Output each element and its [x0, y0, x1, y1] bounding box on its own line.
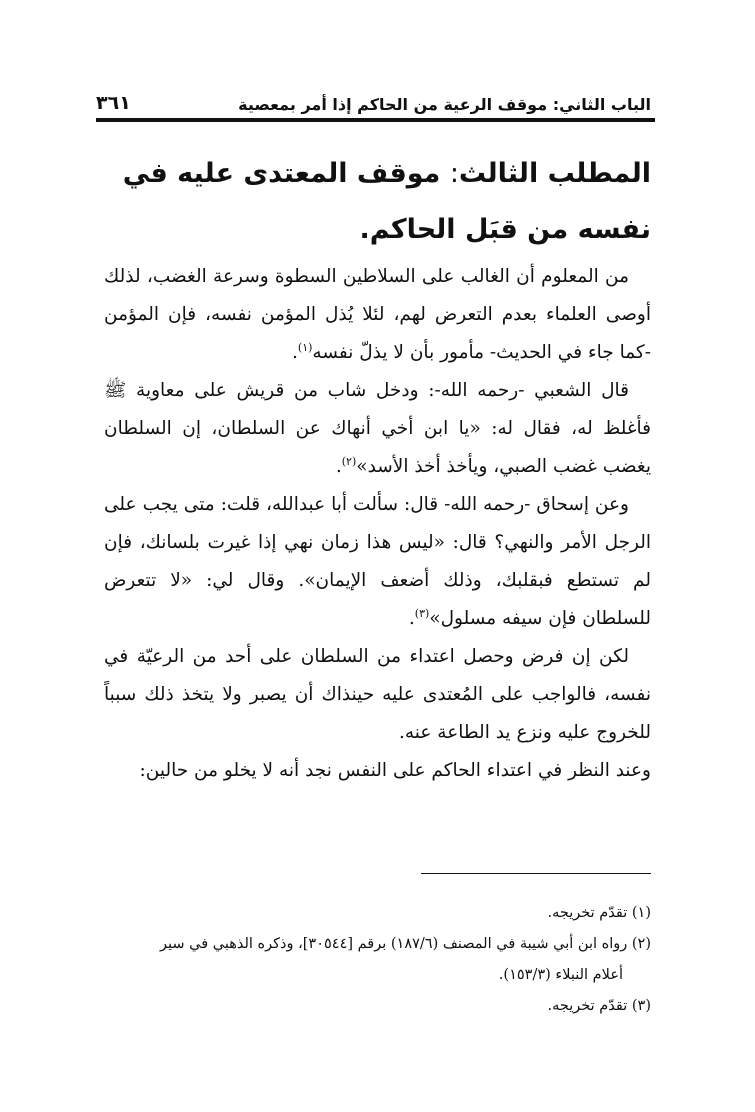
- footnote-rule: [421, 873, 651, 874]
- section-colon: :: [449, 158, 459, 189]
- paragraph-text: وعن إسحاق -رحمه الله- قال: سألت أبا عبدالله، قلت: متى يجب على الرجل الأمر والنهي؟ قال: «ليس هذا زمان نهي إذا غيرت بلسانك، فإن لم تستطع فبقلبك، وذلك أضعف الإيمان». وقال لي: «لا تتعرض للسلطان فإن سيفه مسلول»: [104, 494, 651, 629]
- footnote-1: (١) تقدّم تخريجه.: [547, 905, 651, 921]
- paragraph: [104, 486, 651, 638]
- paragraph-text: وعند النظر في اعتداء الحاكم على النفس نجد أنه لا يخلو من حالين:: [139, 760, 651, 781]
- paragraph-tail: .: [335, 456, 342, 477]
- paragraph: [104, 638, 651, 752]
- paragraph-tail: .: [292, 342, 298, 363]
- paragraph-text: من المعلوم أن الغالب على السلاطين السطوة وسرعة الغضب، لذلك أوصى العلماء بعدم التعرض لهم، لئلا يُذل المؤمن نفسه، فإن المؤمن -كما جاء في الحديث- مأمور بأن لا يذلّ نفسه: [104, 266, 651, 363]
- running-header: [96, 84, 651, 114]
- header-rule: [96, 118, 655, 122]
- paragraph: [104, 752, 651, 790]
- paragraph: [104, 372, 651, 486]
- footnote-2: (٢) رواه ابن أبي شيبة في المصنف (١٨٧/٦) برقم [٣٠٥٤٤]، وذكره الذهبي في سير: [159, 936, 651, 952]
- paragraph: [104, 258, 651, 372]
- footnote-ref[interactable]: (٣): [414, 606, 430, 620]
- paragraph-text: لكن إن فرض وحصل اعتداء من السلطان على أحد من الرعيّة في نفسه، فالواجب على المُعتدى عليه حينذاك أن يصبر ولا يتخذ ذلك سبباً للخروج عليه ونزع يد الطاعة عنه.: [104, 646, 651, 743]
- footnote-3: (٣) تقدّم تخريجه.: [547, 998, 651, 1014]
- footnote-ref[interactable]: (٢): [341, 454, 357, 468]
- footnote-2-continued: أعلام النبلاء (١٥٣/٣).: [498, 967, 623, 983]
- paragraph-tail: .: [408, 608, 415, 629]
- section-heading: [110, 146, 651, 258]
- footnotes: [100, 898, 651, 1022]
- footnote-ref[interactable]: (١): [297, 340, 313, 354]
- page-number: ٣٦١: [96, 92, 131, 114]
- section-label: المطلب الثالث: [458, 158, 651, 189]
- running-title: الباب الثاني: موقف الرعية من الحاكم إذا أمر بمعصية: [238, 95, 651, 114]
- section-title: موقف المعتدى عليه في نفسه من قبَل الحاكم.: [122, 158, 651, 245]
- paragraph-text: قال الشعبي -رحمه الله-: ودخل شاب من قريش على معاوية ﷺ فأغلظ له، فقال له: «يا ابن أخي أنهاك عن السلطان، إن السلطان يغضب غضب الصبي، ويأخذ أخذ الأسد»: [104, 380, 651, 477]
- body-text: [104, 258, 651, 790]
